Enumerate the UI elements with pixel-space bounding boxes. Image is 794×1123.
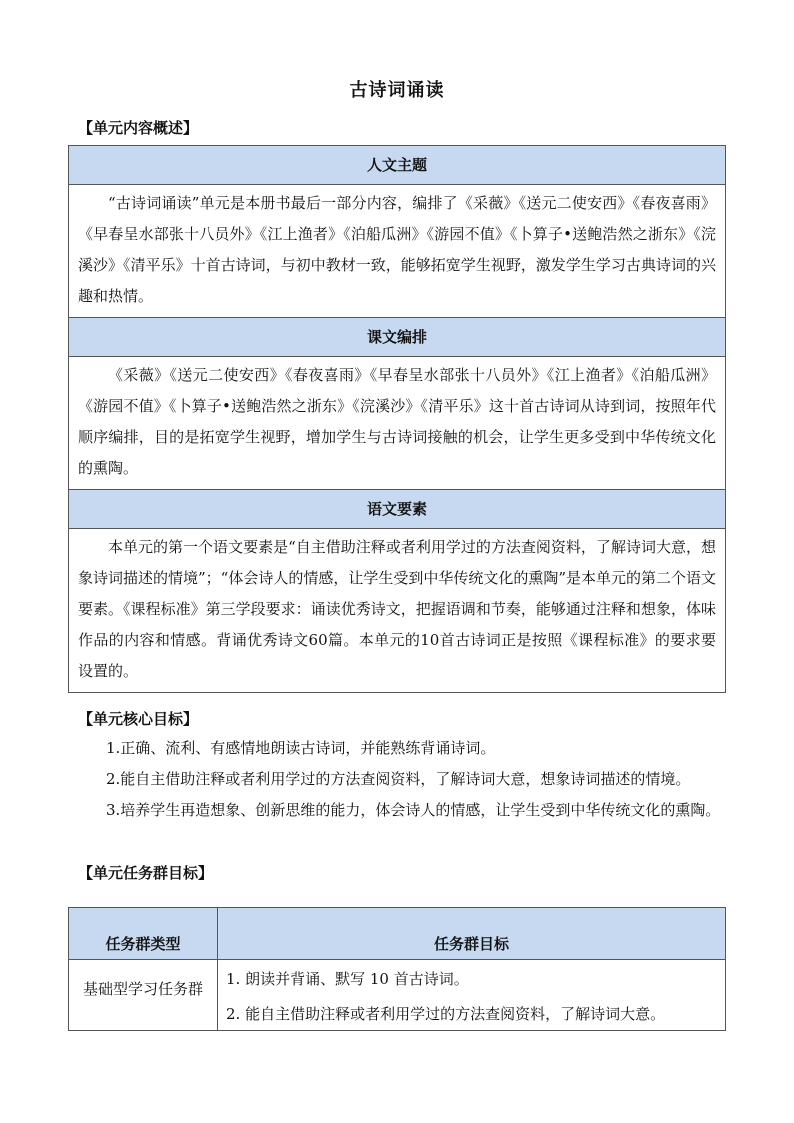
task-goals-cell xyxy=(218,960,726,1031)
core-goal-item: 1.正确、流利、有感情地朗读古诗词，并能熟练背诵诗词。 xyxy=(106,739,496,757)
table-header-row xyxy=(69,908,726,960)
core-goal-item: 3.培养学生再造想象、创新思维的能力，体会诗人的情感，让学生受到中华传统文化的熏陶。 xyxy=(106,801,721,819)
language-elements-body: 本单元的第一个语文要素是“自主借助注释或者利用学过的方法查阅资料，了解诗词大意，想象诗词描述的情境”；“体会诗人的情感，让学生受到中华传统文化的熏陶”是本单元的第二个语文要素。《课程标准》第三学段要求：诵读优秀诗文，把握语调和节奏，能够通过注释和想象，体味作品的内容和情感。背诵优秀诗文60篇。本单元的10首古诗词正是按照《课程标准》的要求要设置的。 xyxy=(78,538,717,680)
arrangement-body: 《采薇》《送元二使安西》《春夜喜雨》《早春呈水部张十八员外》《江上渔者》《泊船瓜洲》《游园不值》《卜算子•送鲍浩然之浙东》《浣溪沙》《清平乐》这十首古诗词从诗到词，按照年代顺序编排，目的是拓宽学生视野，增加学生与古诗词接触的机会，让学生更多受到中华传统文化的熏陶。 xyxy=(69,357,725,490)
table-row xyxy=(69,960,726,1031)
language-elements-header: 语文要素 xyxy=(69,490,725,529)
task-goal-line: 2. 能自主借助注释或者利用学过的方法查阅资料，了解诗词大意。 xyxy=(226,1005,666,1023)
overview-heading: 【单元内容概述】 xyxy=(78,119,199,137)
core-goals-heading: 【单元核心目标】 xyxy=(78,710,199,728)
column-header-type: 任务群类型 xyxy=(69,908,218,960)
task-group-table xyxy=(68,907,726,1031)
theme-body: “古诗词诵读”单元是本册书最后一部分内容，编排了《采薇》《送元二使安西》《春夜喜雨》《早春呈水部张十八员外》《江上渔者》《泊船瓜洲》《游园不值》《卜算子•送鲍浩然之浙东》《浣溪沙》《清平乐》十首古诗词，与初中教材一致，能够拓宽学生视野，激发学生学习古典诗词的兴趣和热情。 xyxy=(69,185,725,318)
core-goal-item: 2.能自主借助注释或者利用学过的方法查阅资料，了解诗词大意，想象诗词描述的情境。 xyxy=(106,770,691,788)
task-type-cell: 基础型学习任务群 xyxy=(69,960,218,1031)
column-header-goals: 任务群目标 xyxy=(218,908,726,960)
task-goals-heading: 【单元任务群目标】 xyxy=(78,864,214,882)
arrangement-header: 课文编排 xyxy=(69,318,725,357)
overview-table xyxy=(68,145,726,693)
theme-header: 人文主题 xyxy=(69,146,725,185)
page-title: 古诗词诵读 xyxy=(349,80,445,101)
task-goal-line: 1. 朗读并背诵、默写 10 首古诗词。 xyxy=(226,970,469,988)
